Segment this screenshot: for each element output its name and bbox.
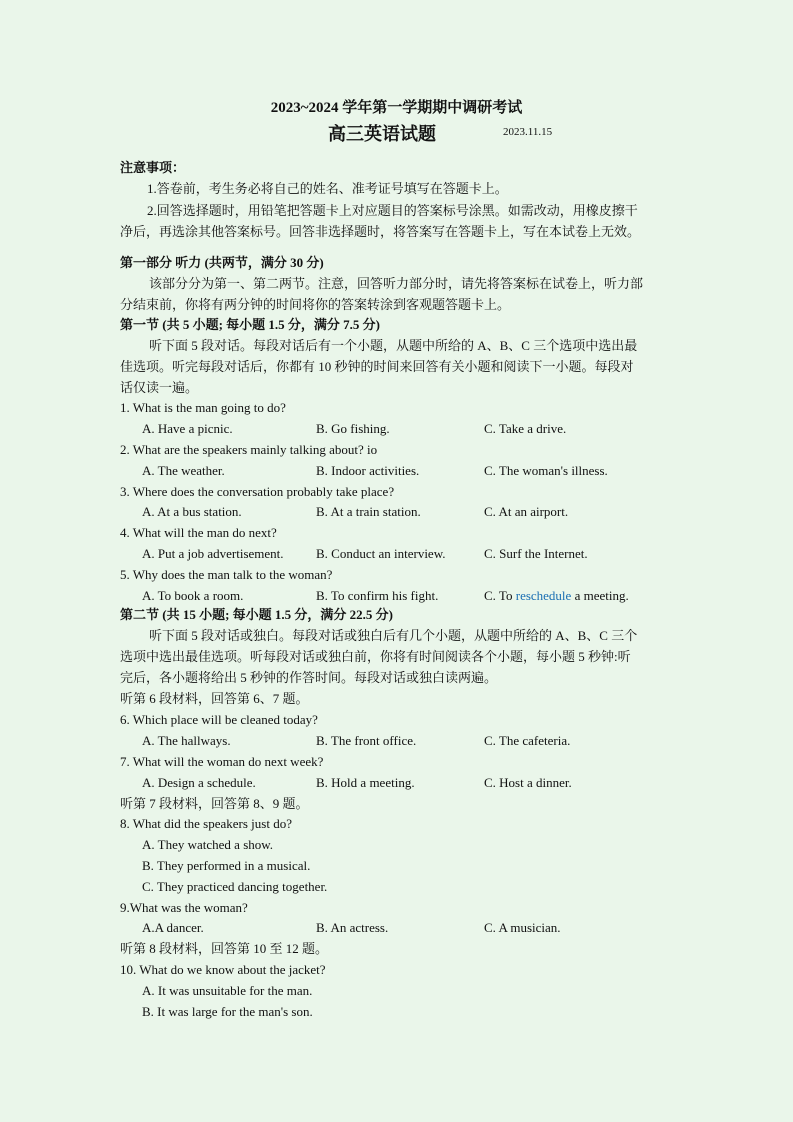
q7-option-c: C. Host a dinner. [484,775,572,790]
part1-desc-2: 分结束前，你将有两分钟的时间将你的答案转涂到客观题答题卡上。 [120,297,511,312]
part1-heading: 第一部分 听力 (共两节，满分 30 分) [120,255,324,270]
q10-option-a: A. It was unsuitable for the man. [142,983,313,998]
part1-desc-1: 该部分分为第一、第二两节。注意，回答听力部分时，请先将答案标在试卷上，听力部 [149,276,644,291]
material-7-note: 听第 7 段材料，回答第 8、9 题。 [120,796,309,811]
section2-desc-3: 完后，各小题将给出 5 秒钟的作答时间。每段对话或独白读两遍。 [120,670,498,685]
q9-option-c: C. A musician. [484,920,561,935]
question-10: 10. What do we know about the jacket? [120,962,326,977]
notice-item-2b: 净后，再选涂其他答案标号。回答非选择题时，将答案写在答题卡上，写在本试卷上无效。 [120,224,641,239]
q9-option-a: A.A dancer. [142,920,204,935]
q5-option-c-suffix: a meeting. [571,588,629,603]
notice-item-1: 1.答卷前，考生务必将自己的姓名、准考证号填写在答题卡上。 [147,181,508,196]
q3-option-b: B. At a train station. [316,504,421,519]
notice-heading: 注意事项： [120,160,186,175]
q2-option-a: A. The weather. [142,463,225,478]
question-9: 9.What was the woman? [120,900,248,915]
q2-option-b: B. Indoor activities. [316,463,420,478]
q8-option-b: B. They performed in a musical. [142,858,311,873]
q7-option-a: A. Design a schedule. [142,775,256,790]
material-8-note: 听第 8 段材料，回答第 10 至 12 题。 [120,941,329,956]
q1-option-a: A. Have a picnic. [142,421,233,436]
reschedule-link[interactable]: reschedule [515,588,572,603]
question-5: 5. Why does the man talk to the woman? [120,567,333,582]
q7-option-b: B. Hold a meeting. [316,775,415,790]
exam-date: 2023.11.15 [503,126,553,138]
question-1: 1. What is the man going to do? [120,400,286,415]
question-3: 3. Where does the conversation probably take place? [120,484,395,499]
question-6: 6. Which place will be cleaned today? [120,712,318,727]
section2-desc-2: 选项中选出最佳选项。听每段对话或独白前，你将有时间阅读各个小题，每小题 5 秒钟:听 [120,649,631,664]
question-2: 2. What are the speakers mainly talking about? io [120,442,378,457]
material-6-note: 听第 6 段材料，回答第 6、7 题。 [120,691,309,706]
q3-option-a: A. At a bus station. [142,504,242,519]
section1-desc-2: 佳选项。听完每段对话后，你都有 10 秒钟的时间来回答有关小题和阅读下一小题。每段对 [120,359,634,374]
q4-option-b: B. Conduct an interview. [316,546,446,561]
q5-option-c-prefix: C. To [484,588,516,603]
q9-option-b: B. An actress. [316,920,389,935]
q5-option-c [484,587,629,605]
q6-option-a: A. The hallways. [142,733,231,748]
q6-option-b: B. The front office. [316,733,417,748]
notice-item-2a: 2.回答选择题时，用铅笔把答题卡上对应题目的答案标号涂黑。如需改动，用橡皮擦干 [147,203,638,218]
q4-option-a: A. Put a job advertisement. [142,546,284,561]
q2-option-c: C. The woman's illness. [484,463,608,478]
q1-option-c: C. Take a drive. [484,421,567,436]
question-4: 4. What will the man do next? [120,525,277,540]
question-8: 8. What did the speakers just do? [120,816,292,831]
section1-desc-3: 话仅读一遍。 [120,380,199,395]
q10-option-b: B. It was large for the man's son. [142,1004,313,1019]
section1-desc-1: 听下面 5 段对话。每段对话后有一个小题，从题中所给的 A、B、C 三个选项中选出最 [149,338,638,353]
q5-option-a: A. To book a room. [142,588,244,603]
q1-option-b: B. Go fishing. [316,421,390,436]
q8-option-c: C. They practiced dancing together. [142,879,328,894]
q8-option-a: A. They watched a show. [142,837,274,852]
section2-desc-1: 听下面 5 段对话或独白。每段对话或独白后有几个小题，从题中所给的 A、B、C 三个 [149,628,638,643]
q6-option-c: C. The cafeteria. [484,733,571,748]
q4-option-c: C. Surf the Internet. [484,546,588,561]
q5-option-b: B. To confirm his fight. [316,588,439,603]
exam-subtitle: 高三英语试题 [328,124,436,144]
section1-heading: 第一节 (共 5 小题; 每小题 1.5 分，满分 7.5 分) [120,317,380,332]
q3-option-c: C. At an airport. [484,504,569,519]
section2-heading: 第二节 (共 15 小题; 每小题 1.5 分，满分 22.5 分) [120,607,393,622]
exam-title: 2023~2024 学年第一学期期中调研考试 [270,100,523,116]
question-7: 7. What will the woman do next week? [120,754,324,769]
